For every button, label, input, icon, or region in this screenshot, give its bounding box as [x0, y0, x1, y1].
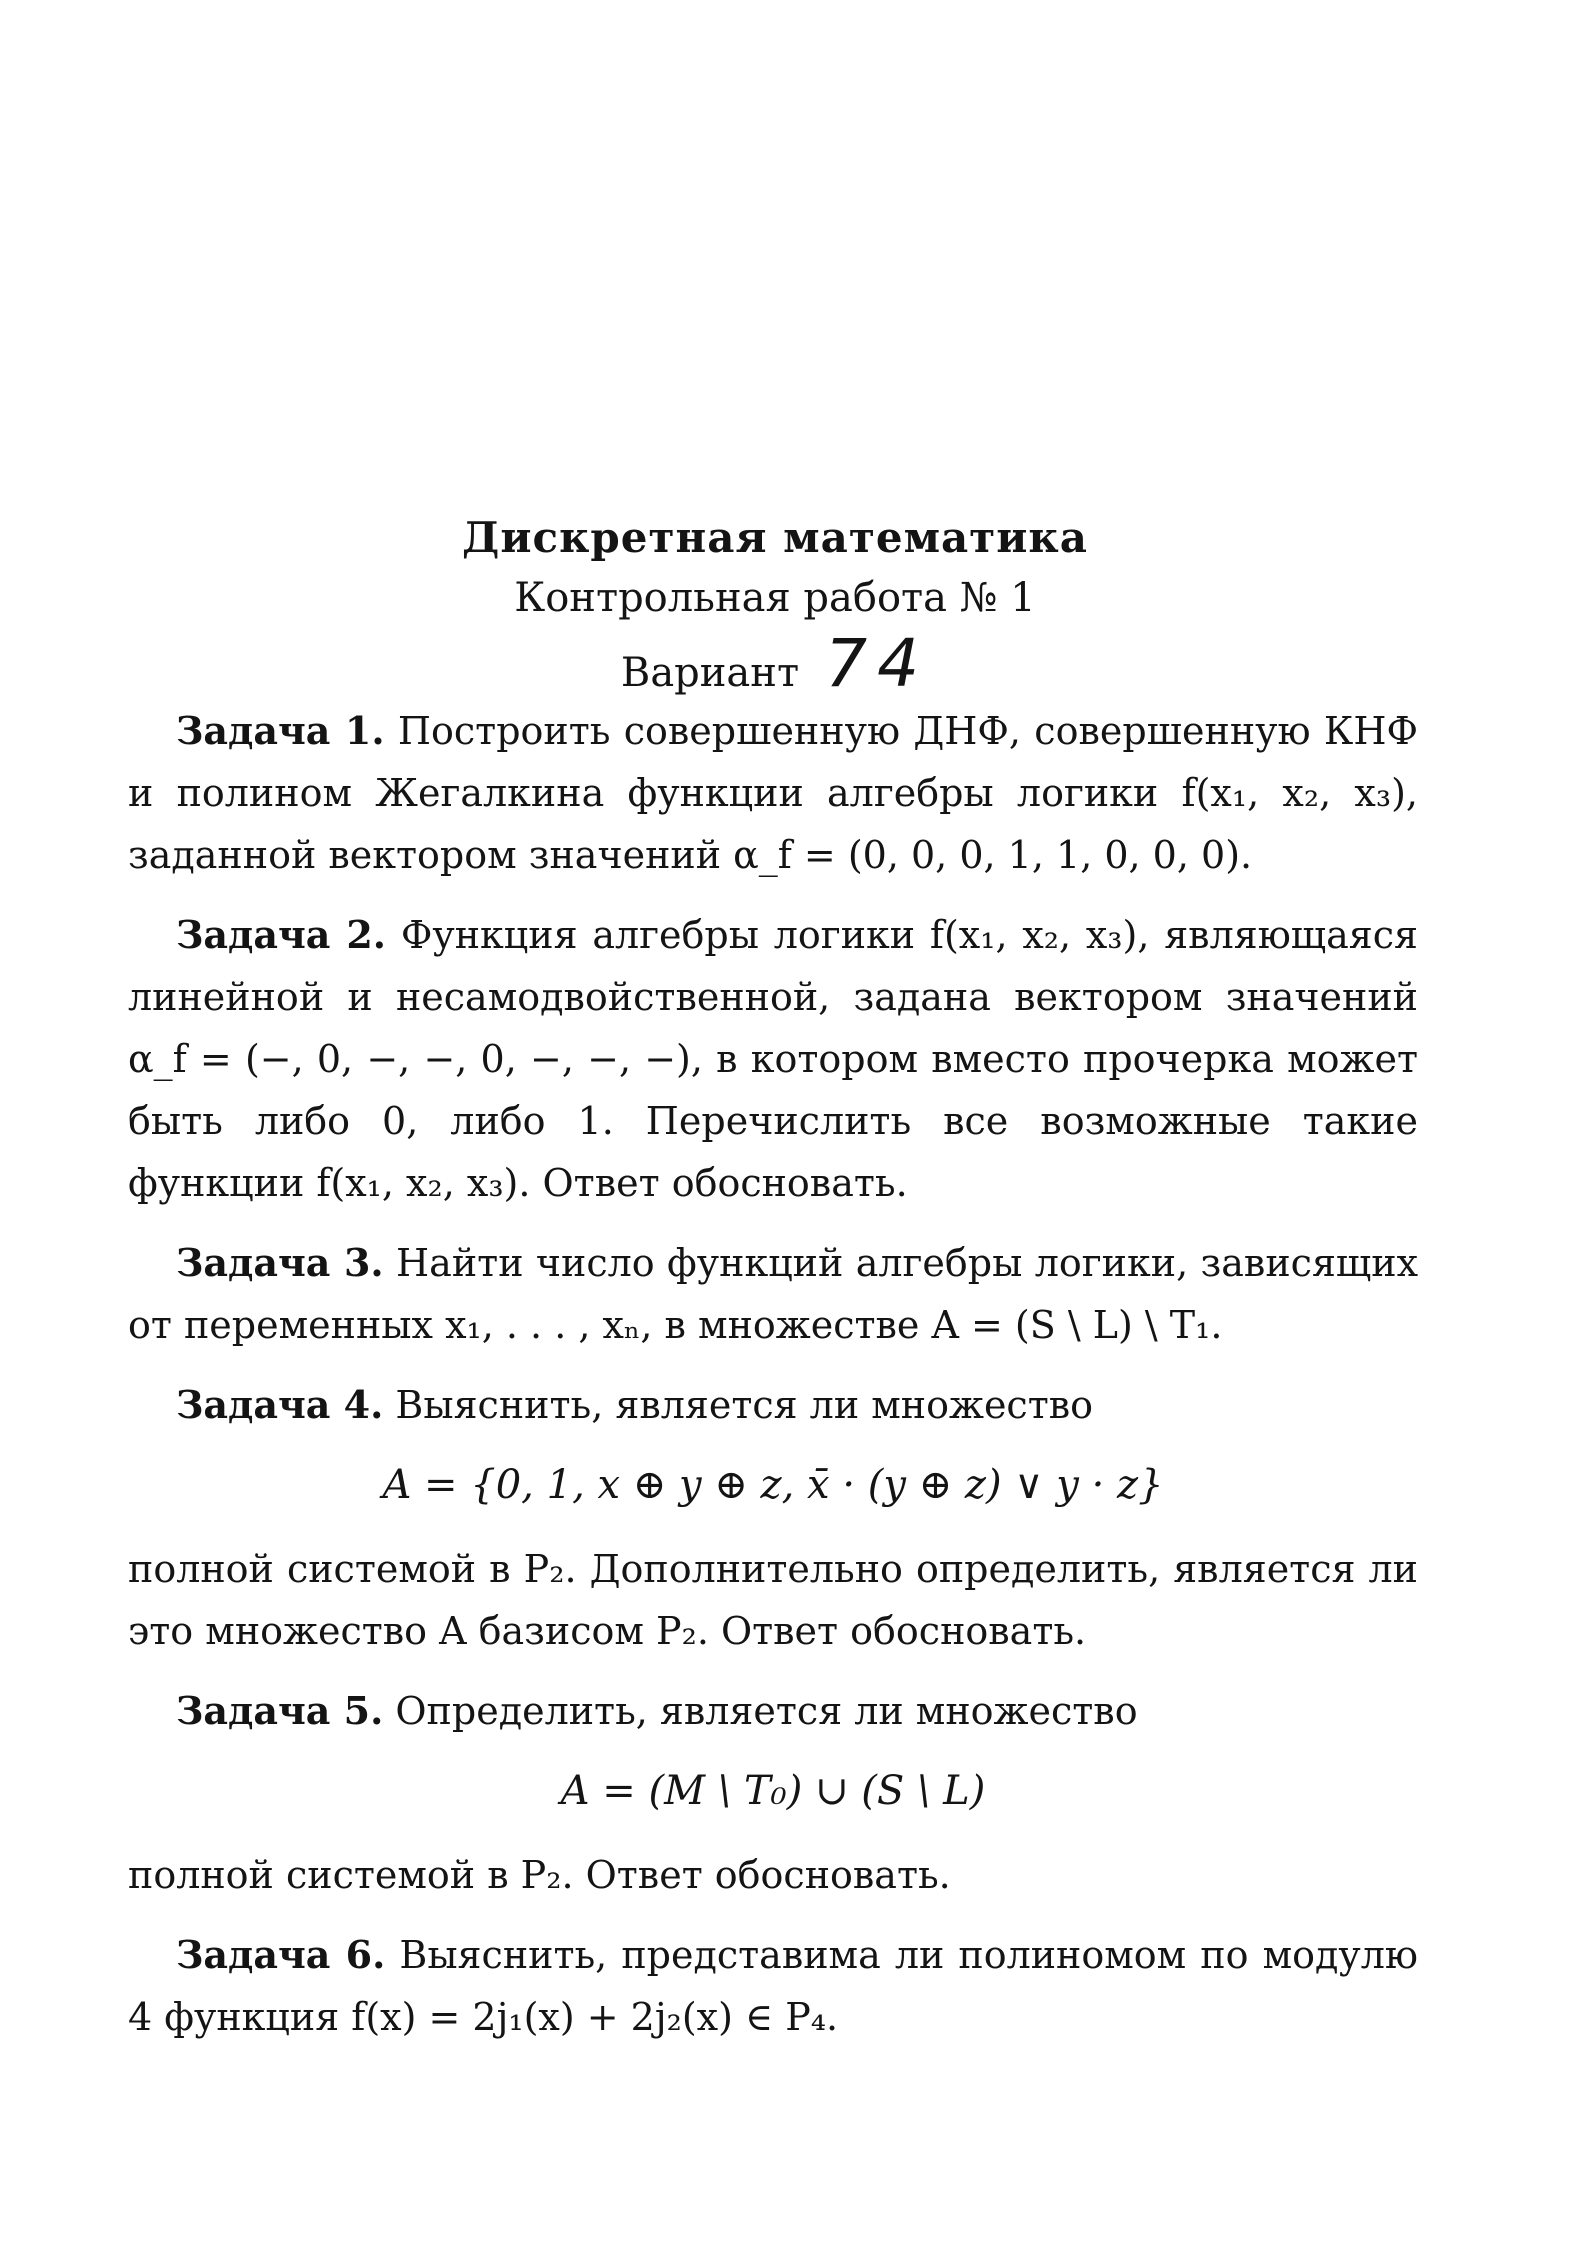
task-label: Задача 6. — [176, 1932, 386, 1977]
task-label: Задача 1. — [176, 708, 385, 753]
variant-label: Вариант — [620, 650, 800, 696]
task-label: Задача 4. — [176, 1382, 384, 1427]
task-label: Задача 3. — [176, 1240, 384, 1285]
task-text: Выяснить, представима ли полиномом по модулю 4 функция f(x) = 2j₁(x) + 2j₂(x) ∈ P₄. — [128, 1933, 1418, 2039]
header — [0, 508, 1550, 709]
task-6 — [128, 1924, 1418, 2048]
tasks-list — [128, 700, 1418, 2066]
task-text: Функция алгебры логики f(x₁, x₂, x₃), являющаяся линейной и несамодвойственной, задана вектором значений α_f = (−, 0, −, −, 0, −, −, −), в котором вместо прочерка может быть либо 0, либо 1. Перечислить все возможные такие функции f(x₁, x₂, x₃). Ответ обосновать. — [128, 913, 1418, 1205]
task-text: Найти число функций алгебры логики, зависящих от переменных x₁, . . . , xₙ, в множестве A = (S \ L) \ T₁. — [128, 1241, 1418, 1347]
task-text: Построить совершенную ДНФ, совершенную КНФ и полином Жегалкина функции алгебры логики f(x₁, x₂, x₃), заданной вектором значений α_f = (0, 0, 0, 1, 1, 0, 0, 0). — [128, 709, 1418, 877]
variant-number: 74 — [825, 625, 930, 702]
task-4-formula: A = {0, 1, x ⊕ y ⊕ z, x̄ · (y ⊕ z) ∨ y · z} — [382, 1462, 1164, 1508]
document-title: Дискретная математика — [462, 513, 1088, 562]
task-2 — [128, 904, 1418, 1214]
task-5-formula: A = (M \ T₀) ∪ (S \ L) — [560, 1768, 986, 1814]
task-5 — [128, 1680, 1418, 1742]
task-4 — [128, 1374, 1418, 1436]
task-text: Определить, является ли множество — [395, 1689, 1138, 1733]
task-label: Задача 5. — [176, 1688, 384, 1733]
document-subtitle: Контрольная работа № 1 — [514, 575, 1036, 621]
task-3 — [128, 1232, 1418, 1356]
task-5-continuation: полной системой в P₂. Ответ обосновать. — [128, 1853, 951, 1897]
task-label: Задача 2. — [176, 912, 387, 957]
task-1 — [128, 700, 1418, 886]
task-text: Выяснить, является ли множество — [395, 1383, 1094, 1427]
variant-line — [0, 625, 1550, 709]
task-4-continuation: полной системой в P₂. Дополнительно определить, является ли это множество A базисом P₂. Ответ обосновать. — [128, 1547, 1418, 1653]
